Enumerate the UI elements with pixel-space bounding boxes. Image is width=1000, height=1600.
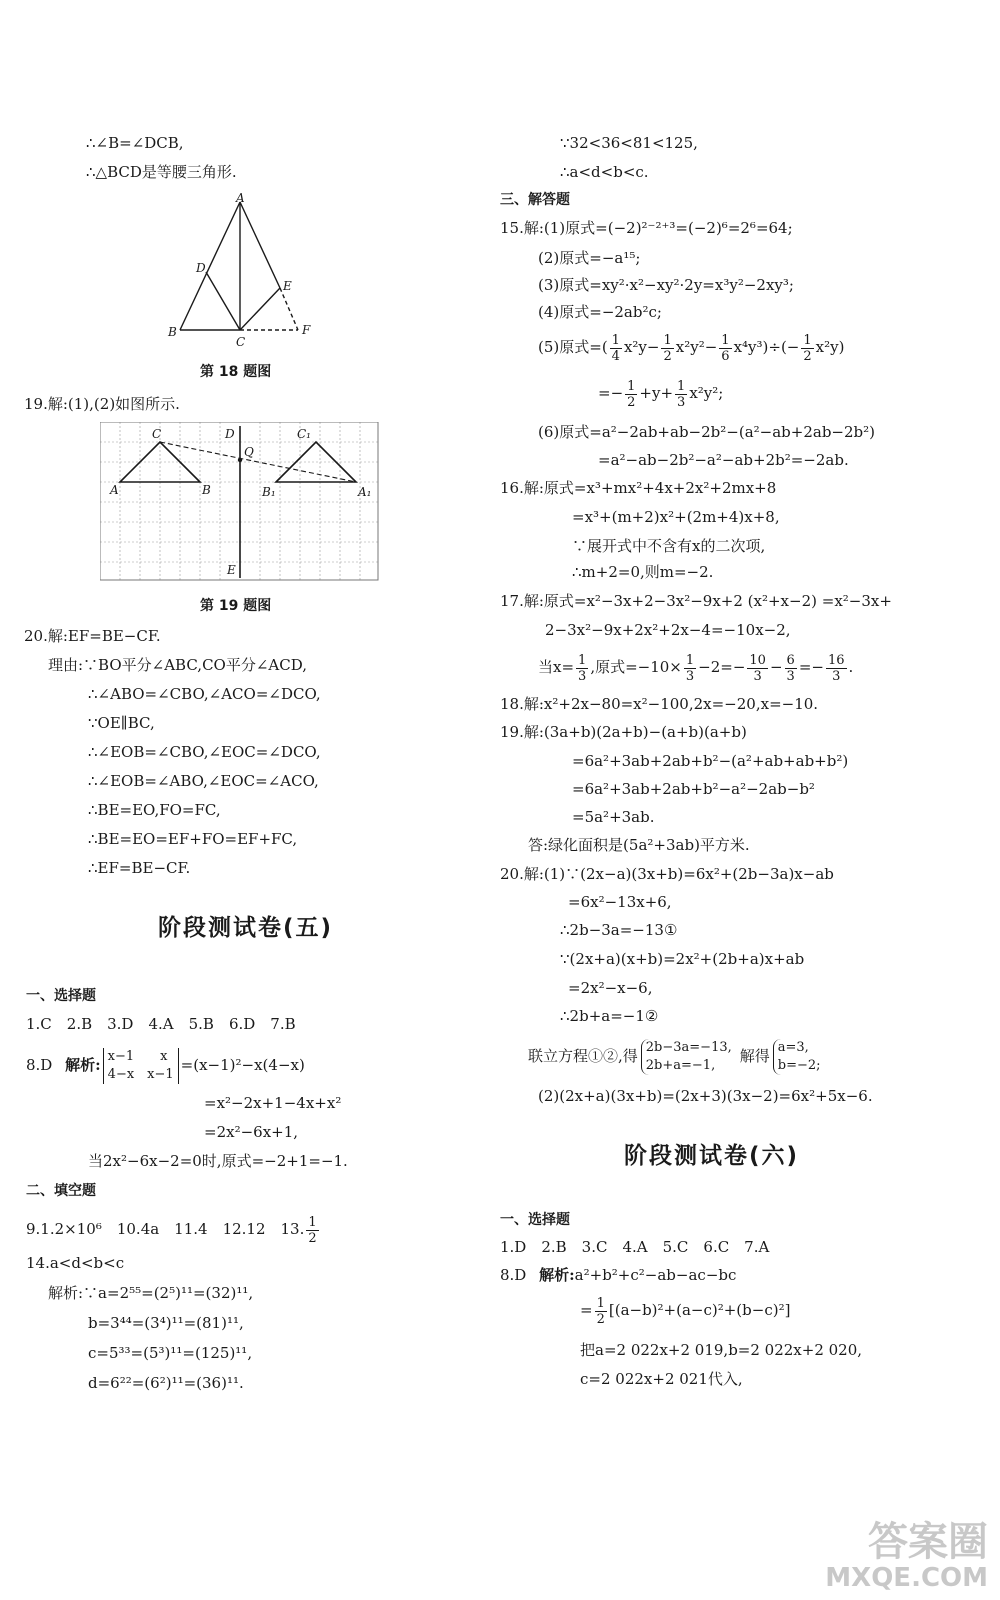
figure-label: B₁ bbox=[262, 485, 276, 499]
fraction bbox=[595, 1296, 607, 1327]
numerator: 1 bbox=[685, 652, 695, 668]
numerator: 1 bbox=[611, 332, 620, 348]
text-line: ∴∠EOB=∠CBO,∠EOC=∠DCO, bbox=[88, 743, 321, 761]
equation-system bbox=[773, 1039, 821, 1075]
figure-19 bbox=[100, 422, 380, 582]
fraction bbox=[625, 379, 637, 410]
expr: =− bbox=[798, 658, 824, 676]
figure-label: E bbox=[227, 563, 236, 577]
text-line: (4)原式=−2ab²c; bbox=[538, 303, 662, 321]
fraction bbox=[785, 653, 797, 684]
expr: =− bbox=[598, 384, 624, 402]
fraction bbox=[826, 653, 847, 684]
text-line bbox=[538, 648, 853, 686]
expr: (5)原式=( bbox=[538, 338, 608, 356]
numerator: 1 bbox=[627, 378, 636, 394]
expr: 解得 bbox=[739, 1047, 770, 1065]
expr: . bbox=[848, 658, 854, 676]
text-line: (2)(2x+a)(3x+b)=(2x+3)(3x−2)=6x²+5x−6. bbox=[538, 1087, 873, 1105]
numerator: 1 bbox=[663, 332, 672, 348]
question-20: 20.解:EF=BE−CF. bbox=[24, 627, 161, 645]
denominator: 3 bbox=[832, 668, 841, 684]
watermark-logo bbox=[825, 1520, 988, 1592]
expr: −2=− bbox=[698, 658, 746, 676]
text-line: =x²−2x+1−4x+x² bbox=[204, 1094, 342, 1112]
fraction bbox=[576, 653, 588, 684]
text-line: ∵展开式中不含有x的二次项, bbox=[572, 537, 766, 555]
text-line: ∴a<d<b<c. bbox=[560, 163, 649, 181]
denominator: 3 bbox=[677, 394, 686, 410]
numerator: 1 bbox=[803, 332, 812, 348]
det-row: x−1 x bbox=[107, 1049, 168, 1064]
figure-label: C₁ bbox=[297, 427, 311, 441]
figure-label: A bbox=[236, 191, 245, 205]
denominator: 3 bbox=[753, 668, 762, 684]
numerator: 1 bbox=[308, 1214, 317, 1230]
fraction bbox=[747, 653, 768, 684]
fill-answers bbox=[26, 1212, 321, 1246]
text-line bbox=[538, 330, 844, 364]
text-line: ∴∠B=∠DCB, bbox=[86, 134, 184, 152]
question-number: 8.D bbox=[500, 1266, 527, 1284]
analysis-tag: 解析: bbox=[539, 1266, 575, 1284]
text-line: (3)原式=xy²·x²−xy²·2y=x³y²−2xy³; bbox=[538, 276, 794, 294]
figure-label: D bbox=[225, 427, 235, 441]
text-line: =6a²+3ab+2ab+b²−(a²+ab+ab+b²) bbox=[572, 752, 849, 770]
text-line: b=3⁴⁴=(3⁴)¹¹=(81)¹¹, bbox=[88, 1314, 244, 1332]
text-line: (2)原式=−a¹⁵; bbox=[538, 249, 641, 267]
section-title: 阶段测试卷(六) bbox=[624, 1143, 800, 1169]
text-line: ∴2b+a=−1② bbox=[560, 1007, 659, 1025]
text-line: ∵OE∥BC, bbox=[88, 714, 155, 732]
text-line: ∵32<36<81<125, bbox=[560, 134, 698, 152]
text-line bbox=[598, 376, 723, 410]
text-line: ∴EF=BE−CF. bbox=[88, 859, 191, 877]
expr: 当x= bbox=[538, 658, 575, 676]
numerator: 1 bbox=[578, 652, 587, 668]
question-14: 14.a<d<b<c bbox=[26, 1254, 125, 1272]
text-line: 当2x²−6x−2=0时,原式=−2+1=−1. bbox=[88, 1152, 348, 1170]
denominator: 2 bbox=[663, 348, 672, 364]
fraction bbox=[610, 333, 622, 364]
text-line: 把a=2 022x+2 019,b=2 022x+2 020, bbox=[580, 1341, 863, 1359]
watermark-text: 答案圈 bbox=[868, 1519, 988, 1565]
text-line: =2x²−x−6, bbox=[568, 979, 653, 997]
figure-label: A₁ bbox=[358, 485, 372, 499]
equation: =(x−1)²−x(4−x) bbox=[180, 1056, 305, 1074]
text-line: 答:绿化面积是(5a²+3ab)平方米. bbox=[528, 836, 750, 854]
text-line bbox=[528, 1036, 821, 1076]
figure-label: C bbox=[152, 427, 162, 441]
denominator: 2 bbox=[803, 348, 812, 364]
text-line: 理由:∵BO平分∠ABC,CO平分∠ACD, bbox=[48, 656, 307, 674]
question-19: 19.解:(3a+b)(2a+b)−(a+b)(a+b) bbox=[500, 723, 747, 741]
expr: x²y− bbox=[623, 338, 660, 356]
denominator: 2 bbox=[308, 1230, 317, 1246]
text-line: ∴2b−3a=−13① bbox=[560, 921, 678, 939]
text-line: =a²−ab−2b²−a²−ab+2b²=−2ab. bbox=[598, 451, 849, 469]
question-18: 18.解:x²+2x−80=x²−100,2x=−20,x=−10. bbox=[500, 695, 819, 713]
text-line: ∴BE=EO=EF+FO=EF+FC, bbox=[88, 830, 298, 848]
text-line: =5a²+3ab. bbox=[572, 808, 655, 826]
figure-label: F bbox=[302, 323, 311, 337]
figure-caption: 第 19 题图 bbox=[200, 598, 272, 614]
fraction bbox=[684, 653, 696, 684]
figure-label: A bbox=[110, 483, 119, 497]
numerator: 1 bbox=[677, 378, 686, 394]
fraction bbox=[306, 1215, 318, 1246]
text-line: =x³+(m+2)x²+(2m+4)x+8, bbox=[572, 508, 780, 526]
figure-label: Q bbox=[244, 445, 254, 459]
question-17: 17.解:原式=x²−3x+2−3x²−9x+2 (x²+x−2) =x²−3x+ bbox=[500, 592, 892, 610]
figure-18 bbox=[160, 190, 330, 350]
question-8 bbox=[26, 1045, 305, 1085]
numerator: 10 bbox=[749, 652, 766, 668]
expr: x²y) bbox=[815, 338, 845, 356]
denominator: 2 bbox=[627, 394, 636, 410]
equation: b=−2; bbox=[777, 1058, 821, 1073]
text-line: ∴∠EOB=∠ABO,∠EOC=∠ACO, bbox=[88, 772, 319, 790]
expr: = bbox=[580, 1301, 593, 1319]
expr: ,原式=−10× bbox=[590, 658, 682, 676]
fraction bbox=[675, 379, 687, 410]
expr: 联立方程①②,得 bbox=[528, 1047, 638, 1065]
text-line: (6)原式=a²−2ab+ab−2b²−(a²−ab+2ab−2b²) bbox=[538, 423, 875, 441]
text-line: ∴△BCD是等腰三角形. bbox=[86, 163, 237, 181]
text-line: ∴m+2=0,则m=−2. bbox=[572, 563, 714, 581]
text-line: 解析:∵a=2⁵⁵=(2⁵)¹¹=(32)¹¹, bbox=[48, 1284, 254, 1302]
expr: − bbox=[769, 658, 783, 676]
expr: x²y²− bbox=[675, 338, 718, 356]
numerator: 16 bbox=[827, 652, 845, 668]
determinant bbox=[103, 1048, 179, 1084]
question-20: 20.解:(1)∵(2x−a)(3x+b)=6x²+(2b−3a)x−ab bbox=[500, 865, 834, 883]
figure-label: E bbox=[283, 279, 292, 293]
numerator: 1 bbox=[596, 1295, 605, 1311]
text-line: ∴BE=EO,FO=FC, bbox=[88, 801, 221, 819]
equation: 2b+a=−1, bbox=[645, 1058, 716, 1073]
fraction bbox=[661, 333, 673, 364]
expr: a²+b²+c²−ab−ac−bc bbox=[574, 1266, 737, 1284]
denominator: 6 bbox=[721, 348, 730, 364]
question-16: 16.解:原式=x³+mx²+4x+2x²+2mx+8 bbox=[500, 479, 777, 497]
fill-text: 9.1.2×10⁶ 10.4a 11.4 12.12 13. bbox=[26, 1220, 305, 1238]
expr: x²y²; bbox=[689, 384, 724, 402]
equation: a=3, bbox=[777, 1040, 809, 1055]
text-line: d=6²²=(6²)¹¹=(36)¹¹. bbox=[88, 1374, 244, 1392]
question-15: 15.解:(1)原式=(−2)²⁻²⁺³=(−2)⁶=2⁶=64; bbox=[500, 219, 793, 237]
numerator: 6 bbox=[786, 652, 795, 668]
figure-label: D bbox=[196, 261, 206, 275]
figure-caption: 第 18 题图 bbox=[200, 364, 272, 380]
numerator: 1 bbox=[721, 332, 730, 348]
figure-label: B bbox=[202, 483, 211, 497]
choice-answers: 1.C 2.B 3.D 4.A 5.B 6.D 7.B bbox=[26, 1015, 296, 1033]
analysis-tag: 解析: bbox=[65, 1056, 101, 1074]
text-line: c=2 022x+2 021代入, bbox=[580, 1370, 743, 1388]
fraction bbox=[719, 333, 731, 364]
text-line bbox=[580, 1292, 790, 1328]
text-line: c=5³³=(5³)¹¹=(125)¹¹, bbox=[88, 1344, 253, 1362]
det-row: 4−x x−1 bbox=[107, 1067, 174, 1082]
equation: 2b−3a=−13, bbox=[645, 1040, 732, 1055]
section-heading: 二、填空题 bbox=[26, 1183, 96, 1199]
denominator: 3 bbox=[685, 668, 695, 684]
expr: x⁴y³)÷(− bbox=[733, 338, 800, 356]
figure-label: B bbox=[168, 325, 177, 339]
denominator: 3 bbox=[786, 668, 795, 684]
section-heading: 一、选择题 bbox=[26, 988, 96, 1004]
denominator: 2 bbox=[596, 1311, 605, 1327]
text-line: ∵(2x+a)(x+b)=2x²+(2b+a)x+ab bbox=[560, 950, 805, 968]
text-line: =2x²−6x+1, bbox=[204, 1123, 299, 1141]
figure-label: C bbox=[236, 335, 246, 349]
section-heading: 一、选择题 bbox=[500, 1212, 570, 1228]
question-19: 19.解:(1),(2)如图所示. bbox=[24, 395, 180, 413]
expr: +y+ bbox=[639, 384, 674, 402]
text-line: =6x²−13x+6, bbox=[568, 893, 672, 911]
watermark-url: MXQE.COM bbox=[825, 1563, 988, 1593]
fraction bbox=[801, 333, 813, 364]
text-line: ∴∠ABO=∠CBO,∠ACO=∠DCO, bbox=[88, 685, 321, 703]
section-title: 阶段测试卷(五) bbox=[158, 915, 334, 941]
section-heading: 三、解答题 bbox=[500, 192, 570, 208]
expr: [(a−b)²+(a−c)²+(b−c)²] bbox=[608, 1301, 791, 1319]
text-line: 2−3x²−9x+2x²+2x−4=−10x−2, bbox=[545, 621, 791, 639]
choice-answers: 1.D 2.B 3.C 4.A 5.C 6.C 7.A bbox=[500, 1238, 770, 1256]
question-8 bbox=[500, 1265, 736, 1285]
equation-system bbox=[641, 1039, 732, 1075]
denominator: 3 bbox=[578, 668, 587, 684]
denominator: 4 bbox=[611, 348, 620, 364]
text-line: =6a²+3ab+2ab+b²−a²−2ab−b² bbox=[572, 780, 815, 798]
question-number: 8.D bbox=[26, 1056, 53, 1074]
